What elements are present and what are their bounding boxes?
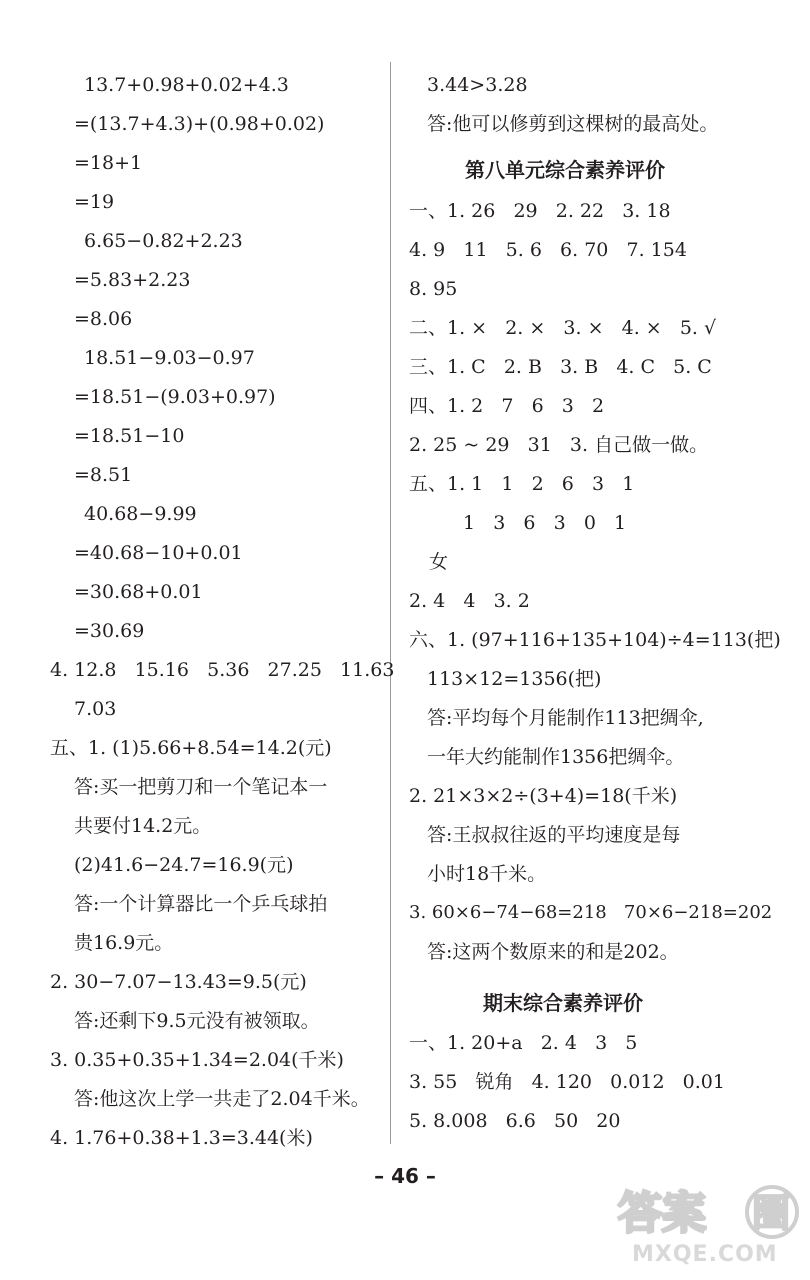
calc-line: =30.69 <box>74 620 145 642</box>
answer-line: 4. 12.8 15.16 5.36 27.25 11.63 <box>50 659 395 681</box>
calc-line: 40.68−9.99 <box>84 503 197 525</box>
answer-line: 答:一个计算器比一个乒乓球拍 <box>74 893 328 915</box>
answer-line: 3. 0.35+0.35+1.34=2.04(千米) <box>50 1049 344 1071</box>
answer-line: 2. 30−7.07−13.43=9.5(元) <box>50 971 307 993</box>
calc-line: =8.51 <box>74 464 133 486</box>
calc-line: =19 <box>74 191 115 213</box>
answer-line: 答:还剩下9.5元没有被领取。 <box>74 1010 320 1032</box>
answer-line: 五、1. 1 1 2 6 3 1 <box>409 473 635 495</box>
answer-line: (2)41.6−24.7=16.9(元) <box>74 854 294 876</box>
answer-line: 3. 60×6−74−68=218 70×6−218=202 <box>409 902 773 923</box>
answer-line: 4. 1.76+0.38+1.3=3.44(米) <box>50 1127 313 1149</box>
answer-line: 贵16.9元。 <box>74 932 174 954</box>
calc-line: 6.65−0.82+2.23 <box>84 230 243 252</box>
section-heading-unit8: 第八单元综合素养评价 <box>465 158 665 182</box>
answer-line: 2. 25 ~ 29 31 3. 自己做一做。 <box>409 434 709 456</box>
answer-line: 五、1. (1)5.66+8.54=14.2(元) <box>50 737 332 759</box>
answer-line: 一、1. 20+a 2. 4 3 5 <box>409 1032 638 1054</box>
answer-line: 3. 55 锐角 4. 120 0.012 0.01 <box>409 1071 725 1093</box>
answer-line: 3.44>3.28 <box>427 74 528 96</box>
watermark-logo <box>614 1182 804 1272</box>
answer-line: 113×12=1356(把) <box>427 668 602 690</box>
calc-line: =5.83+2.23 <box>74 269 191 291</box>
answer-line: 一年大约能制作1356把绸伞。 <box>427 746 685 768</box>
answer-line: 1 3 6 3 0 1 <box>463 512 627 534</box>
watermark-url: MXQE.COM <box>632 1242 778 1267</box>
calc-line: =18.51−(9.03+0.97) <box>74 386 276 408</box>
calc-line: =40.68−10+0.01 <box>74 542 243 564</box>
answer-line: 答:这两个数原来的和是202。 <box>427 941 679 963</box>
answer-line: 一、1. 26 29 2. 22 3. 18 <box>409 200 671 222</box>
answer-line: 共要付14.2元。 <box>74 815 212 837</box>
answer-line: 小时18千米。 <box>427 863 547 885</box>
answer-line: 答:买一把剪刀和一个笔记本一 <box>74 776 328 798</box>
svg-text:圈: 圈 <box>752 1191 791 1235</box>
calc-line: =30.68+0.01 <box>74 581 203 603</box>
answer-line: 2. 21×3×2÷(3+4)=18(千米) <box>409 785 678 807</box>
calc-line: =18+1 <box>74 152 143 174</box>
answer-line: 4. 9 11 5. 6 6. 70 7. 154 <box>409 239 687 261</box>
svg-text:答案: 答案 <box>618 1188 706 1239</box>
answer-line: 答:他可以修剪到这棵树的最高处。 <box>427 113 719 135</box>
calc-line: 13.7+0.98+0.02+4.3 <box>84 74 289 96</box>
answer-line: 2. 4 4 3. 2 <box>409 590 530 612</box>
section-heading-final: 期末综合素养评价 <box>483 991 643 1015</box>
calc-line: 18.51−9.03−0.97 <box>84 347 255 369</box>
answer-line: 三、1. C 2. B 3. B 4. C 5. C <box>409 356 712 378</box>
answer-line: 六、1. (97+116+135+104)÷4=113(把) <box>409 629 781 651</box>
answer-line: 5. 8.008 6.6 50 20 <box>409 1110 621 1132</box>
calc-line: =18.51−10 <box>74 425 185 447</box>
answer-line: 答:王叔叔往返的平均速度是每 <box>427 824 681 846</box>
answer-line: 8. 95 <box>409 278 458 300</box>
answer-line: 7.03 <box>74 698 117 720</box>
column-divider <box>390 62 391 1144</box>
answer-line: 四、1. 2 7 6 3 2 <box>409 395 605 417</box>
watermark-seal-icon <box>614 1182 804 1240</box>
calc-line: =8.06 <box>74 308 133 330</box>
answer-line: 二、1. × 2. × 3. × 4. × 5. √ <box>409 317 717 339</box>
answer-line: 答:平均每个月能制作113把绸伞, <box>427 707 704 729</box>
answer-line: 答:他这次上学一共走了2.04千米。 <box>74 1088 370 1110</box>
calc-line: =(13.7+4.3)+(0.98+0.02) <box>74 113 325 135</box>
answer-line: 女 <box>429 551 449 573</box>
page-number: – 46 – <box>374 1164 436 1188</box>
